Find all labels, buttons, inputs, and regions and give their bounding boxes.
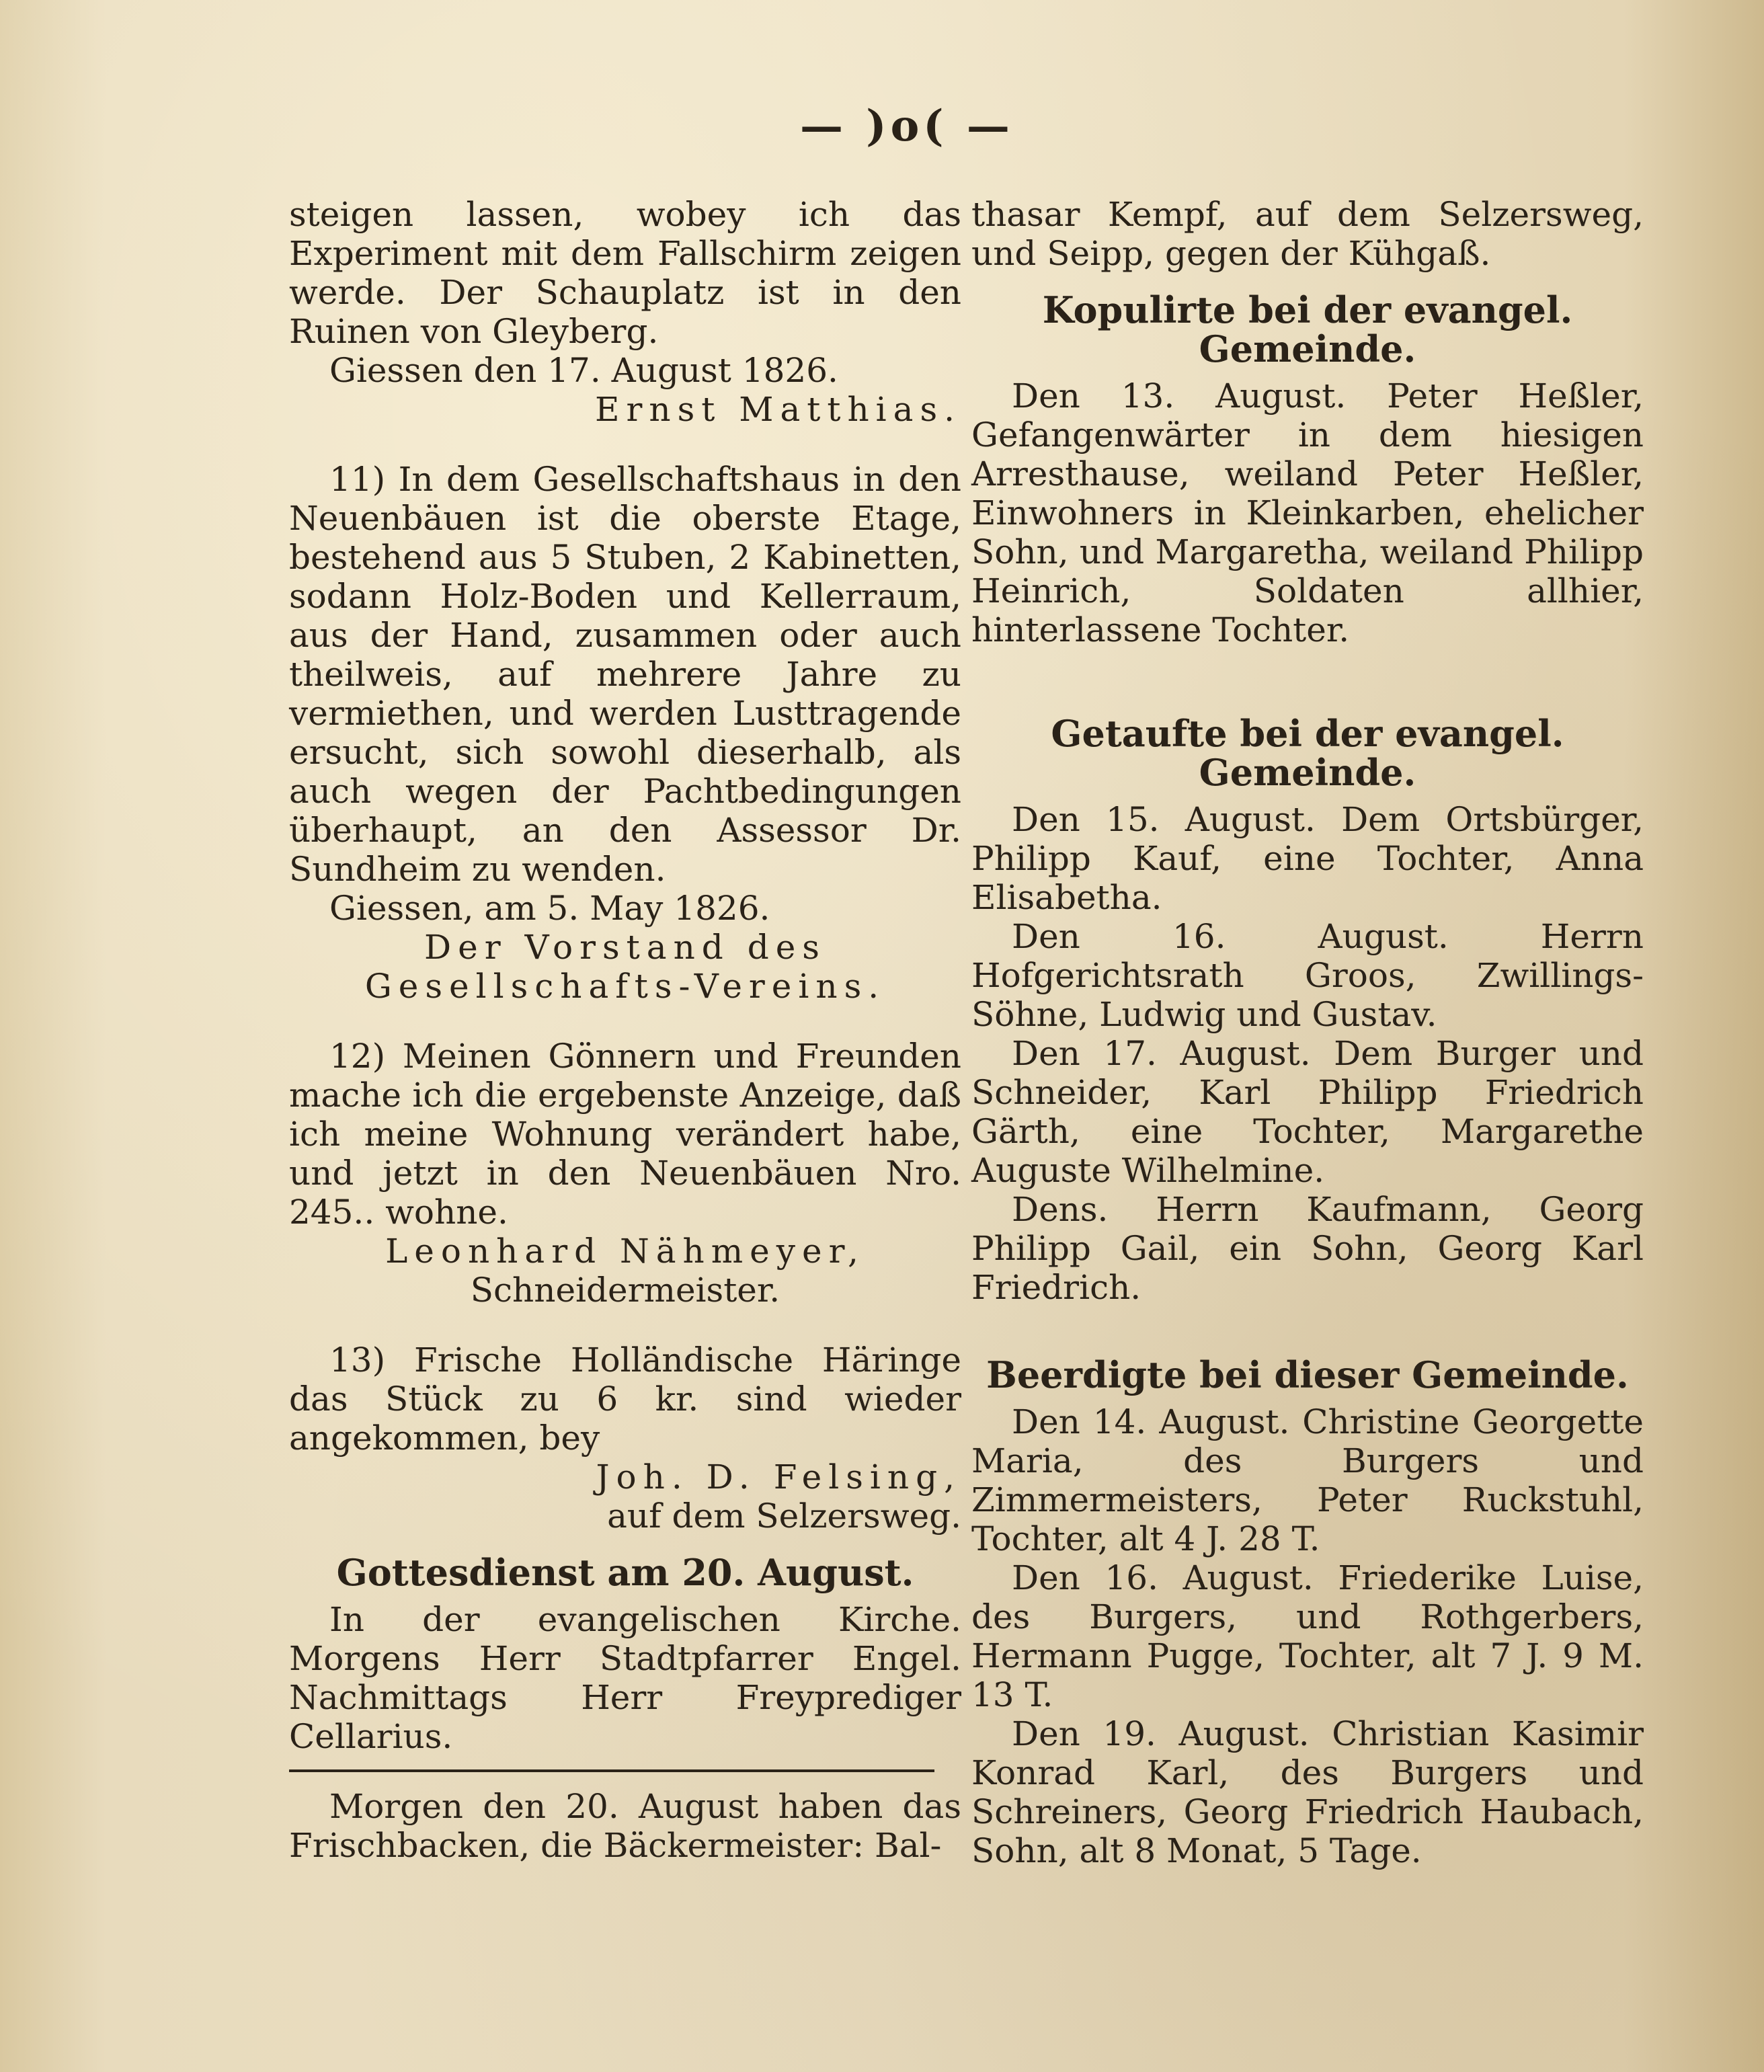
notice-13-signature-address: auf dem Selzersweg. bbox=[607, 1497, 961, 1536]
section-heading-gottesdienst: Gottesdienst am 20. August. bbox=[336, 1551, 914, 1594]
baptism-entry: Den 17. August. Dem Burger und Schneider, Karl Philipp Friedrich Gärth, eine Tochter, Margarethe Auguste Wilhelmine. bbox=[971, 1034, 1644, 1190]
frischbacken-text: Morgen den 20. August haben das Frischbacken, die Bäckermeister: Bal- bbox=[289, 1787, 961, 1865]
notice-13-signature-name: Joh. D. Felsing, bbox=[596, 1458, 961, 1497]
burial-entry: Den 16. August. Friederike Luise, des Burgers, und Rothgerbers, Hermann Pugge, Tochter, alt 7 J. 9 M. 13 T. bbox=[971, 1558, 1644, 1714]
baptism-entry: Den 15. August. Dem Ortsbürger, Philipp Kauf, eine Tochter, Anna Elisabetha. bbox=[971, 800, 1644, 917]
gottesdienst-text: In der evangelischen Kirche. Morgens Herr Stadtpfarrer Engel. Nachmittags Herr Freyprediger Cellarius. bbox=[289, 1600, 961, 1756]
burial-entry: Den 19. August. Christian Kasimir Konrad Karl, des Burgers und Schreiners, Georg Friedrich Haubach, Sohn, alt 8 Monat, 5 Tage. bbox=[971, 1714, 1644, 1870]
right-column bbox=[971, 195, 1644, 1870]
baptism-entry: Dens. Herrn Kaufmann, Georg Philipp Gail, ein Sohn, Georg Karl Friedrich. bbox=[971, 1190, 1644, 1307]
marriage-entry: Den 13. August. Peter Heßler, Gefangenwärter in dem hiesigen Arresthause, weiland Peter Heßler, Einwohners in Kleinkarben, ehelicher Sohn, und Margaretha, weiland Philipp Heinrich, Soldaten allhier, hinterlassene Tochter. bbox=[971, 376, 1644, 649]
burial-entry: Den 14. August. Christine Georgette Maria, des Burgers und Zimmermeisters, Peter Ruckstuhl, Tochter, alt 4 J. 28 T. bbox=[971, 1402, 1644, 1558]
notice-balloon-date: Giessen den 17. August 1826. bbox=[329, 351, 838, 390]
left-column bbox=[289, 195, 961, 1865]
section-heading-beerdigte: Beerdigte bei dieser Gemeinde. bbox=[986, 1353, 1629, 1396]
baptism-entry: Den 16. August. Herrn Hofgerichtsrath Groos, Zwillings-Söhne, Ludwig und Gustav. bbox=[971, 917, 1644, 1034]
notice-12-text: 12) Meinen Gönnern und Freunden mache ich die ergebenste Anzeige, daß ich meine Wohnung verändert habe, und jetzt in den Neuenbäuen Nro. 245.. wohne. bbox=[289, 1037, 961, 1232]
notice-11-text: 11) In dem Gesellschaftshaus in den Neuenbäuen ist die oberste Etage, bestehend aus 5 Stuben, 2 Kabinetten, sodann Holz-Boden und Kellerraum, aus der Hand, zusammen oder auch theilweis, auf mehrere Jahre zu vermiethen, und werden Lusttragende ersucht, sich sowohl dieserhalb, als auch wegen der Pachtbedingungen überhaupt, an den Assessor Dr. Sundheim zu wenden. bbox=[289, 460, 961, 889]
section-heading-getaufte: Getaufte bei der evangel. Gemeinde. bbox=[1051, 712, 1564, 794]
notice-12-signature-name: Leonhard Nähmeyer, bbox=[385, 1232, 865, 1271]
frischbacken-continued-text: thasar Kempf, auf dem Selzersweg, und Seipp, gegen der Kühgaß. bbox=[971, 195, 1644, 273]
notice-13-text: 13) Frische Holländische Häringe das Stück zu 6 kr. sind wieder angekommen, bey bbox=[289, 1341, 961, 1458]
section-divider bbox=[289, 1769, 934, 1772]
notice-12-signature-title: Schneidermeister. bbox=[470, 1271, 780, 1310]
notice-11-date: Giessen, am 5. May 1826. bbox=[329, 889, 770, 928]
notice-balloon-signature: Ernst Matthias. bbox=[595, 390, 961, 429]
page-number: — )o( — bbox=[800, 101, 1014, 151]
notice-balloon-text: steigen lassen, wobey ich das Experiment mit dem Fallschirm zeigen werde. Der Schauplatz ist in den Ruinen von Gleyberg. bbox=[289, 195, 961, 351]
notice-11-signature: Der Vorstand des Gesellschafts-Vereins. bbox=[364, 928, 886, 1006]
section-heading-kopulirte: Kopulirte bei der evangel. Gemeinde. bbox=[1042, 288, 1573, 370]
